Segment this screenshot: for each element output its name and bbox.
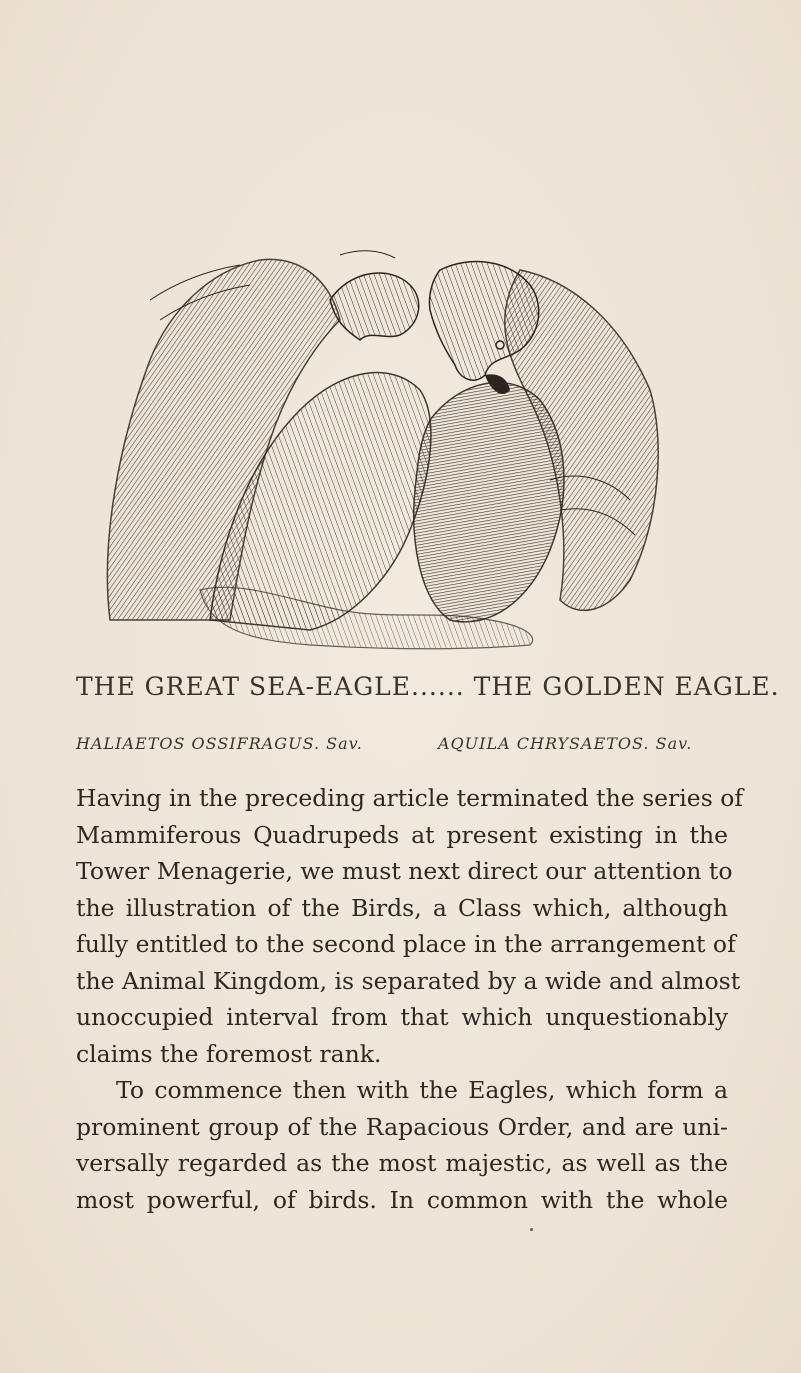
caption-title [76,672,780,701]
text-line: Having in the preceding article terminated the series of [76,784,744,812]
text-line: To commence then with the Eagles, which form a [116,1076,728,1104]
paper-speck [530,1228,533,1231]
text-line: Mammiferous Quadrupeds at present existing in the [76,820,728,849]
paragraph-1 [76,780,744,1072]
text-line: prominent group of the Rapacious Order, and are uni- [76,1112,728,1141]
title-separator: ...... [411,672,465,701]
eagles-engraving [90,240,670,660]
left-latin-name: HALIAETOS OSSIFRAGUS. Sav. [76,734,363,753]
body-text [76,780,744,1218]
text-line: versally regarded as the most majestic, as well as the [76,1149,728,1177]
paragraph-2 [76,1072,728,1218]
text-line: unoccupied interval from that which unquestionably [76,1003,728,1031]
text-line: fully entitled to the second place in the arrangement of [76,930,736,958]
left-title: THE GREAT SEA-EAGLE [76,672,412,701]
text-line: the Animal Kingdom, is separated by a wide and almost [76,966,741,995]
text-line: most powerful, of birds. In common with the whole [76,1185,728,1214]
right-latin-name: AQUILA CHRYSAETOS. Sav. [438,734,693,753]
text-line: the illustration of the Birds, a Class which, although [76,893,728,922]
right-title: THE GOLDEN EAGLE. [473,672,780,701]
eagles-illustration-svg [90,240,670,660]
text-line: Tower Menagerie, we must next direct our attention to [76,857,733,885]
text-line: claims the foremost rank. [76,1039,382,1068]
